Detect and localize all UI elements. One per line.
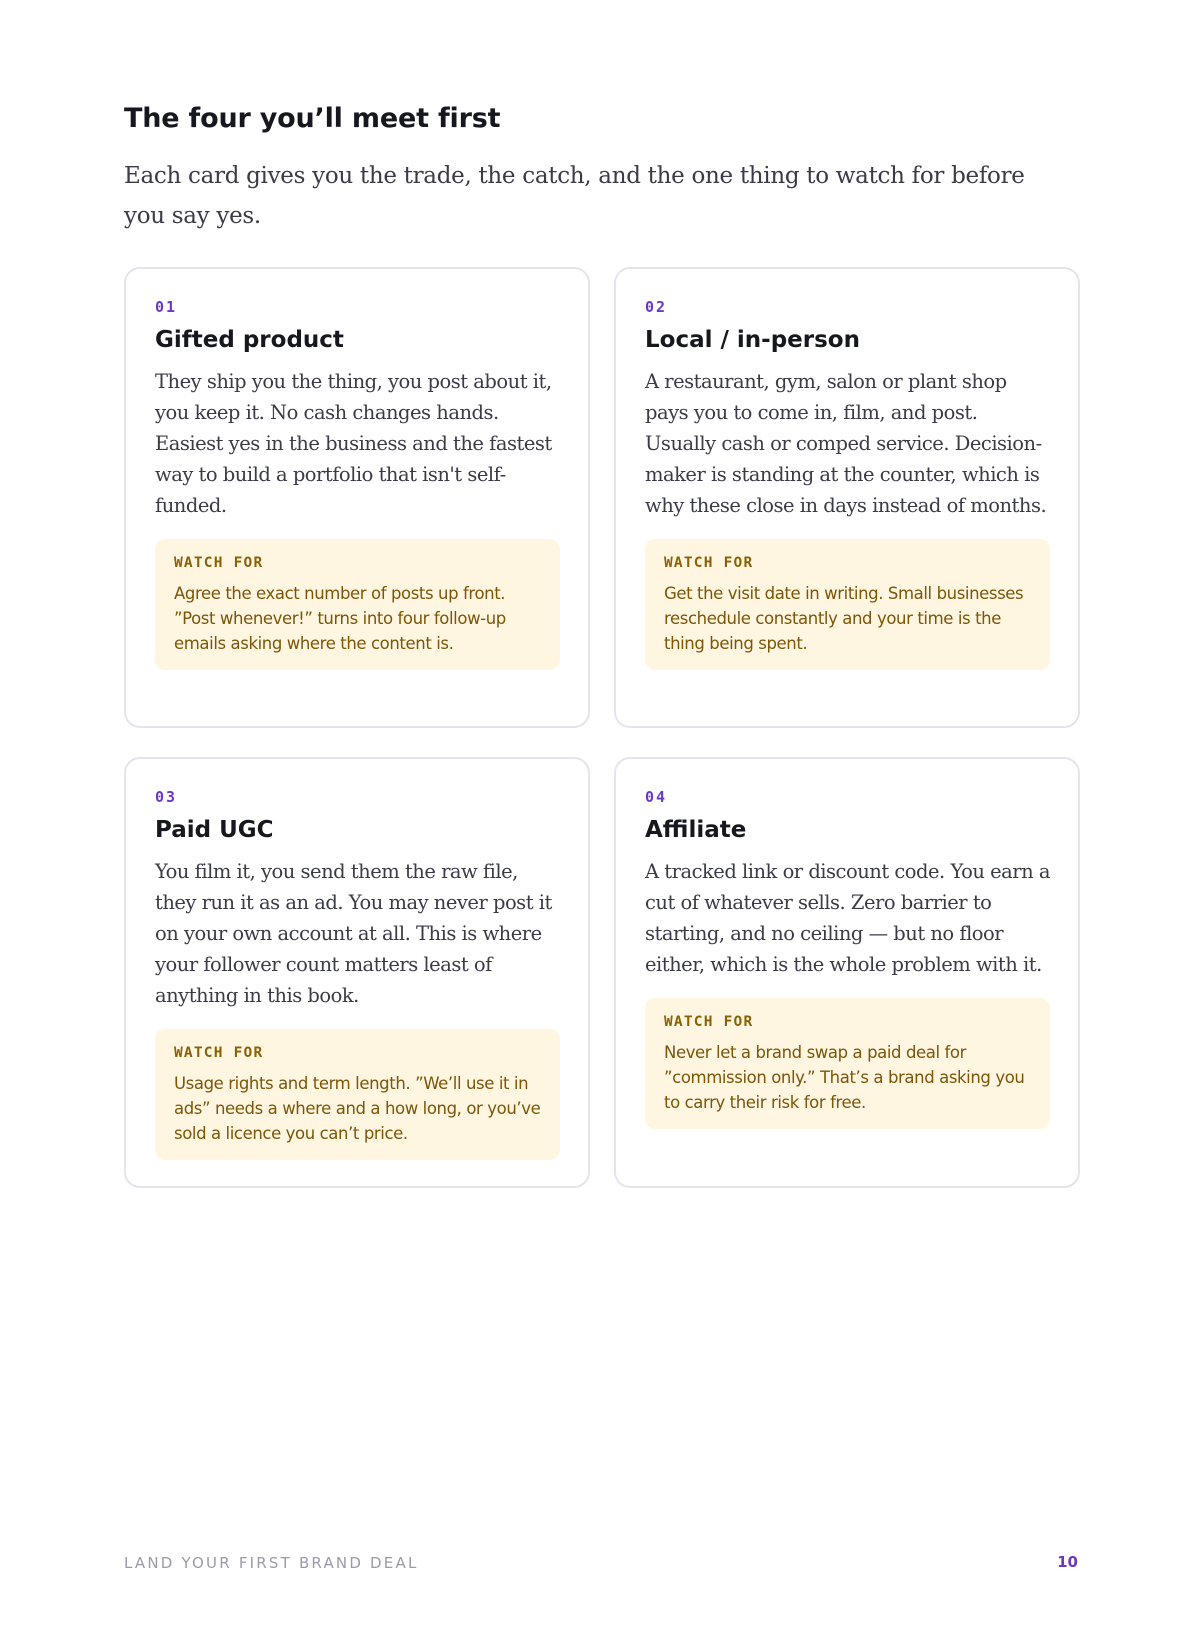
card-description: They ship you the thing, you post about it, you keep it. No cash changes hands. Easiest yes in the business and the fastest way to build a portfolio that isn't self-funded. [155,370,552,517]
deal-card-paid-ugc [124,757,590,1188]
section-intro: Each card gives you the trade, the catch, and the one thing to watch for before you say yes. [124,163,1025,229]
deal-card-local-in-person [614,267,1080,728]
watch-for-text: Never let a brand swap a paid deal for ”commission only.” That’s a brand asking you to carry their risk for free. [664,1043,1025,1112]
card-title: Affiliate [645,817,747,843]
card-description: A restaurant, gym, salon or plant shop pays you to come in, film, and post. Usually cash or comped service. Decision-maker is standing at the counter, which is why these close in days instead of months. [645,370,1047,517]
watch-for-callout [155,539,560,670]
watch-for-callout [155,1029,560,1160]
card-number: 02 [645,298,668,316]
card-number: 04 [645,788,668,806]
card-description: You film it, you send them the raw file, they run it as an ad. You may never post it on your own account at all. This is where your follower count matters least of anything in this book. [155,860,552,1007]
card-number: 03 [155,788,178,806]
watch-for-label: WATCH FOR [174,555,264,571]
card-title: Local / in-person [645,327,860,353]
watch-for-callout [645,539,1050,670]
deal-card-affiliate [614,757,1080,1188]
watch-for-label: WATCH FOR [174,1045,264,1061]
deal-card-gifted-product [124,267,590,728]
watch-for-text: Agree the exact number of posts up front. ”Post whenever!” turns into four follow-up emails asking where the content is. [174,584,506,653]
card-title: Paid UGC [155,817,274,843]
watch-for-label: WATCH FOR [664,1014,754,1030]
watch-for-label: WATCH FOR [664,555,754,571]
footer-book-title: LAND YOUR FIRST BRAND DEAL [124,1554,419,1572]
card-title: Gifted product [155,327,344,353]
card-number: 01 [155,298,178,316]
card-description: A tracked link or discount code. You earn a cut of whatever sells. Zero barrier to starting, and no ceiling — but no floor either, which is the whole problem with it. [645,860,1050,976]
watch-for-text: Get the visit date in writing. Small businesses reschedule constantly and your time is the thing being spent. [664,584,1024,653]
watch-for-callout [645,998,1050,1129]
footer-page-number: 10 [1057,1553,1078,1571]
watch-for-text: Usage rights and term length. ”We’ll use it in ads” needs a where and a how long, or you’ve sold a licence you can’t price. [174,1074,541,1143]
section-heading: The four you’ll meet first [124,103,501,134]
